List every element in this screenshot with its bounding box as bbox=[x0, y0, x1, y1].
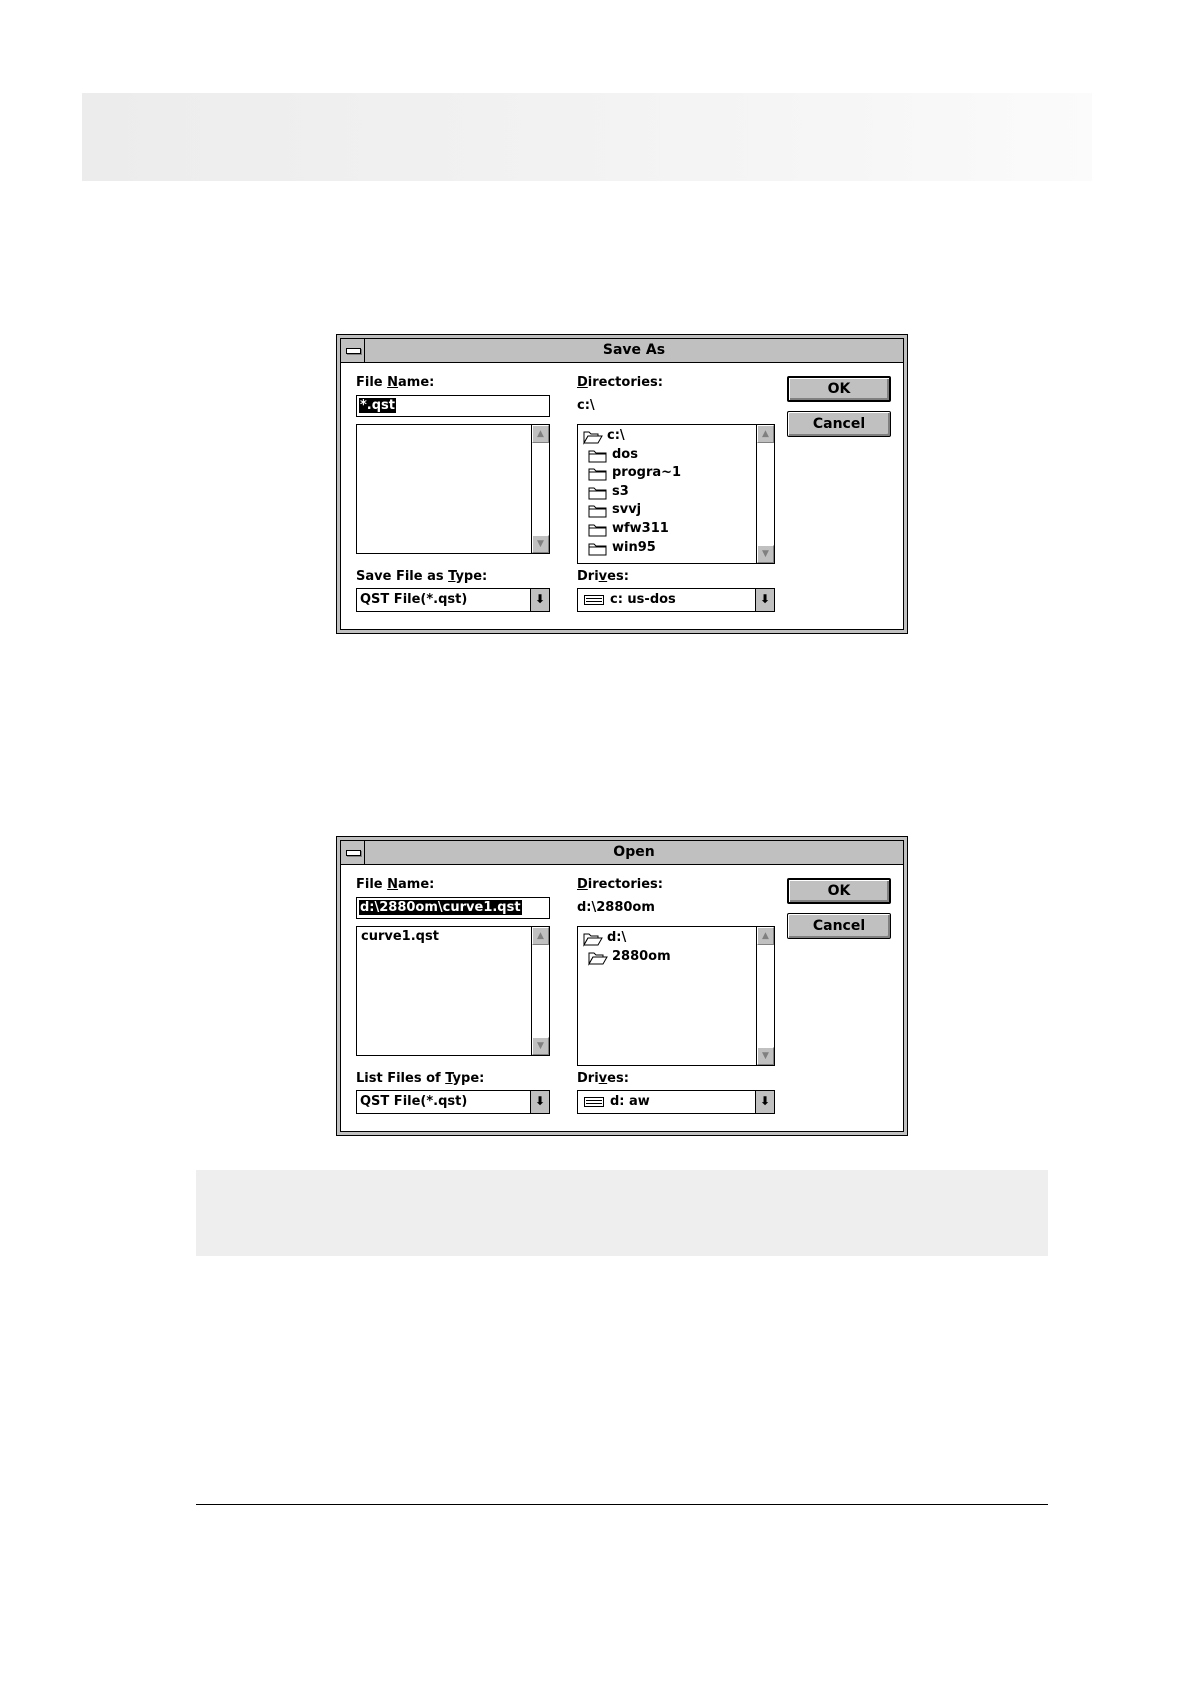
file-name-label: File Name: bbox=[356, 375, 435, 390]
ok-button[interactable]: OK bbox=[787, 878, 891, 904]
drives-label: Drives: bbox=[577, 569, 629, 584]
directory-name: svvj bbox=[612, 502, 642, 518]
directory-list[interactable] bbox=[577, 424, 775, 564]
directory-name: c:\ bbox=[607, 428, 625, 443]
directory-name: wfw311 bbox=[612, 521, 669, 536]
file-list[interactable] bbox=[356, 926, 550, 1056]
current-directory: c:\ bbox=[577, 398, 595, 413]
directories-label: Directories: bbox=[577, 375, 663, 390]
cancel-button[interactable]: Cancel bbox=[787, 411, 891, 437]
directory-name: d:\ bbox=[607, 930, 627, 945]
file-type-label: Save File as Type: bbox=[356, 569, 488, 584]
drives-label: Drives: bbox=[577, 1071, 629, 1086]
file-type-value: QST File(*.qst) bbox=[360, 1094, 468, 1109]
directory-name: win95 bbox=[612, 539, 656, 555]
directory-name: progra~1 bbox=[612, 465, 682, 481]
folder-icon bbox=[588, 449, 608, 464]
scroll-down-arrow-icon[interactable]: ▼ bbox=[532, 535, 549, 553]
file-type-select[interactable] bbox=[356, 588, 550, 612]
file-name-input[interactable]: *.qst bbox=[356, 395, 550, 417]
scroll-down-arrow-icon[interactable]: ▼ bbox=[532, 1037, 549, 1055]
directory-list[interactable] bbox=[577, 926, 775, 1066]
hard-drive-icon bbox=[584, 595, 604, 605]
system-menu-icon bbox=[346, 850, 361, 856]
file-type-label: List Files of Type: bbox=[356, 1071, 485, 1086]
save-as-dialog bbox=[336, 334, 908, 634]
file-name-label: File Name: bbox=[356, 877, 435, 892]
top-gray-band bbox=[82, 93, 1092, 181]
title-bar[interactable] bbox=[341, 841, 903, 865]
open-folder-icon bbox=[588, 951, 608, 966]
drive-value: d: aw bbox=[610, 1094, 650, 1109]
directory-list-scrollbar[interactable] bbox=[756, 927, 774, 1065]
file-list-scrollbar[interactable] bbox=[531, 425, 549, 553]
directory-name: s3 bbox=[612, 483, 629, 499]
open-folder-icon bbox=[583, 430, 603, 445]
scroll-down-arrow-icon[interactable]: ▼ bbox=[757, 545, 774, 563]
folder-icon bbox=[588, 504, 608, 519]
system-menu-button[interactable] bbox=[341, 339, 365, 362]
file-name-input[interactable]: d:\2880om\curve1.qst bbox=[356, 897, 550, 919]
dialog-title: Open bbox=[613, 844, 655, 860]
title-bar[interactable] bbox=[341, 339, 903, 363]
scroll-up-arrow-icon[interactable]: ▲ bbox=[532, 425, 549, 443]
file-list-scrollbar[interactable] bbox=[531, 927, 549, 1055]
hard-drive-icon bbox=[584, 1097, 604, 1107]
directory-name: 2880om bbox=[612, 948, 671, 964]
dropdown-arrow-icon[interactable]: ⬇ bbox=[755, 589, 774, 611]
dropdown-arrow-icon[interactable]: ⬇ bbox=[530, 1091, 549, 1113]
directory-name: dos bbox=[612, 446, 638, 462]
drive-value: c: us-dos bbox=[610, 592, 676, 607]
drives-select[interactable] bbox=[577, 1090, 775, 1114]
footer-rule bbox=[196, 1504, 1048, 1505]
drives-select[interactable] bbox=[577, 588, 775, 612]
directory-list-scrollbar[interactable] bbox=[756, 425, 774, 563]
cancel-button[interactable]: Cancel bbox=[787, 913, 891, 939]
folder-icon bbox=[588, 523, 608, 538]
current-directory: d:\2880om bbox=[577, 900, 655, 915]
dropdown-arrow-icon[interactable]: ⬇ bbox=[530, 589, 549, 611]
system-menu-icon bbox=[346, 348, 361, 354]
directories-label: Directories: bbox=[577, 877, 663, 892]
file-type-select[interactable] bbox=[356, 1090, 550, 1114]
file-item[interactable]: curve1.qst bbox=[361, 929, 439, 944]
file-list[interactable] bbox=[356, 424, 550, 554]
folder-icon bbox=[588, 467, 608, 482]
middle-gray-band bbox=[196, 1170, 1048, 1256]
scroll-up-arrow-icon[interactable]: ▲ bbox=[757, 425, 774, 443]
folder-icon bbox=[588, 486, 608, 501]
dialog-title: Save As bbox=[602, 342, 666, 358]
scroll-down-arrow-icon[interactable]: ▼ bbox=[757, 1047, 774, 1065]
folder-icon bbox=[588, 542, 608, 557]
scroll-up-arrow-icon[interactable]: ▲ bbox=[757, 927, 774, 945]
dropdown-arrow-icon[interactable]: ⬇ bbox=[755, 1091, 774, 1113]
file-type-value: QST File(*.qst) bbox=[360, 592, 468, 607]
scroll-up-arrow-icon[interactable]: ▲ bbox=[532, 927, 549, 945]
ok-button[interactable]: OK bbox=[787, 376, 891, 402]
open-dialog bbox=[336, 836, 908, 1136]
system-menu-button[interactable] bbox=[341, 841, 365, 864]
open-folder-icon bbox=[583, 932, 603, 947]
